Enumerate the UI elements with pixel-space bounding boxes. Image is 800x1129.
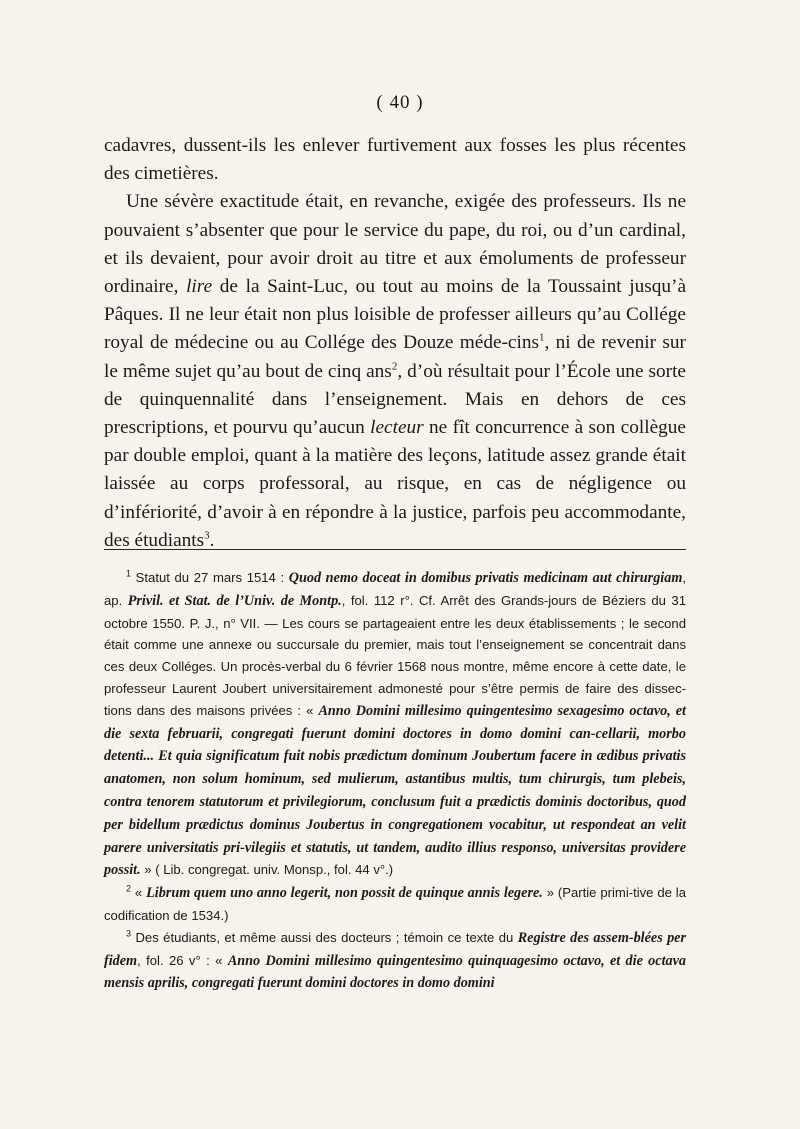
footnote-italic: Quod nemo doceat in domibus privatis medicinam aut chirurgiam: [288, 570, 683, 586]
footnote-text: «: [131, 885, 147, 901]
paragraph-text: de la Saint-Luc, ou tout au moins de la Toussaint jusqu’à Pâques. Il ne leur était non plus loisible de professer ailleurs qu’au Collége royal de médecine ou au Collége des Douze méde-cins: [104, 276, 686, 354]
footnote-number: 3: [126, 928, 132, 939]
footnote-ref-3[interactable]: 3: [204, 529, 210, 542]
footnote-italic: Registre des assem-blées per fidem: [104, 929, 686, 969]
paragraph-text: .: [209, 529, 215, 551]
footnote-italic: Anno Domini millesimo quingentesimo sexagesimo octavo, et die sexta februarii, congregati fuerunt domini doctores in domo domini can-cellarii, morbo detenti... Et quia significatum fuit nobis prædictum dominum Joubertum facere in ædibus privatis anatomen, non solum hominum, sed mulierum, astantibus multis, tum chirurgis, tum plebeis, contra tenorem statutorum et privilegiorum, conclusum fuit a prædictis dominis doctoribus, quod per bidellum prædictus dominus Joubertus in congregationem vocabitur, ut respondeat an velit parere universitatis pri-vilegiis et statutis, ut tandem, audito illius responso, universitas providere possit.: [104, 702, 687, 879]
paragraph-text: cadavres, dussent-ils les enlever furtivement aux fosses les plus récentes des cimetières.: [104, 135, 686, 185]
paragraph-text: ne fît concurrence à son collègue par double emploi, quant à la matière des leçons, latitude assez grande était laissée au corps professoral, au risque, en cas de négligence ou d’infériorité, d’avoir à en répondre à la justice, parfois peu accommodante, des étudiants: [104, 417, 686, 551]
paragraph-text: Une sévère exactitude était, en revanche, exigée des professeurs. Ils ne pouvaient s’absenter que pour le service du pape, du roi, ou d’un cardinal, et ils devaient, pour avoir droit au titre et aux émoluments de professeur ordinaire,: [104, 191, 686, 298]
footnote-3: [104, 927, 686, 995]
footnote-italic: Librum quem uno anno legerit, non possit de quinque annis legere.: [146, 885, 543, 902]
paragraph-2: [104, 188, 686, 555]
footnote-text: » (Partie primi-tive de la codification de 1534.): [104, 885, 687, 923]
footnote-ref-1[interactable]: 1: [539, 332, 545, 344]
footnote-2: [104, 882, 686, 927]
footnote-ref-2[interactable]: 2: [391, 360, 398, 373]
footnote-text: , ap.: [104, 570, 686, 608]
footnotes: [104, 567, 686, 995]
footnote-text: , fol. 112 r°. Cf. Arrêt des Grands-jours de Béziers du 31 octobre 1550. P. J., n° VII. — Les cours se partageaient entre les deux établissements ; le second était comme une annexe ou succursale du premier, mais tout l’enseignement se concentrait dans ces deux Colléges. Un procès-verbal du 6 février 1568 nous montre, même encore à cette date, le professeur Laurent Joubert universitairement admonesté pour s’être permis de faire des dissec-tions dans des maisons privées : «: [104, 592, 687, 718]
italic-term-lire: lire: [186, 276, 213, 298]
italic-term-lecteur: lecteur: [370, 417, 424, 439]
footnote-separator: [104, 549, 686, 550]
paragraph-1: [104, 132, 686, 188]
footnote-number: 2: [126, 883, 132, 894]
paragraph-text: , ni de revenir sur le même sujet qu’au bout de cinq ans: [104, 332, 686, 382]
page-number: ( 40 ): [376, 92, 424, 113]
footnote-1: [104, 567, 686, 882]
footnote-text: Des étudiants, et même aussi des docteurs ; témoin ce texte du: [131, 929, 518, 945]
footnote-text: » ( Lib. congregat. univ. Monsp., fol. 44 v°.): [140, 862, 394, 878]
footnote-italic: Privil. et Stat. de l’Univ. de Montp.: [127, 592, 342, 609]
footnote-italic: Anno Domini millesimo quingentesimo quinquagesimo octavo, et die octava mensis aprilis, congregati fuerunt domini doctores in domo domini: [104, 952, 687, 992]
footnote-number: 1: [126, 568, 132, 579]
footnote-text: , fol. 26 v° : «: [137, 952, 228, 968]
footnote-text: Statut du 27 mars 1514 :: [131, 570, 289, 585]
paragraph-text: , d’où résultait pour l’École une sorte de quinquennalité dans l’enseignement. Mais en dehors de ces prescriptions, et pourvu qu’aucun: [104, 360, 686, 439]
main-text: [104, 132, 686, 555]
